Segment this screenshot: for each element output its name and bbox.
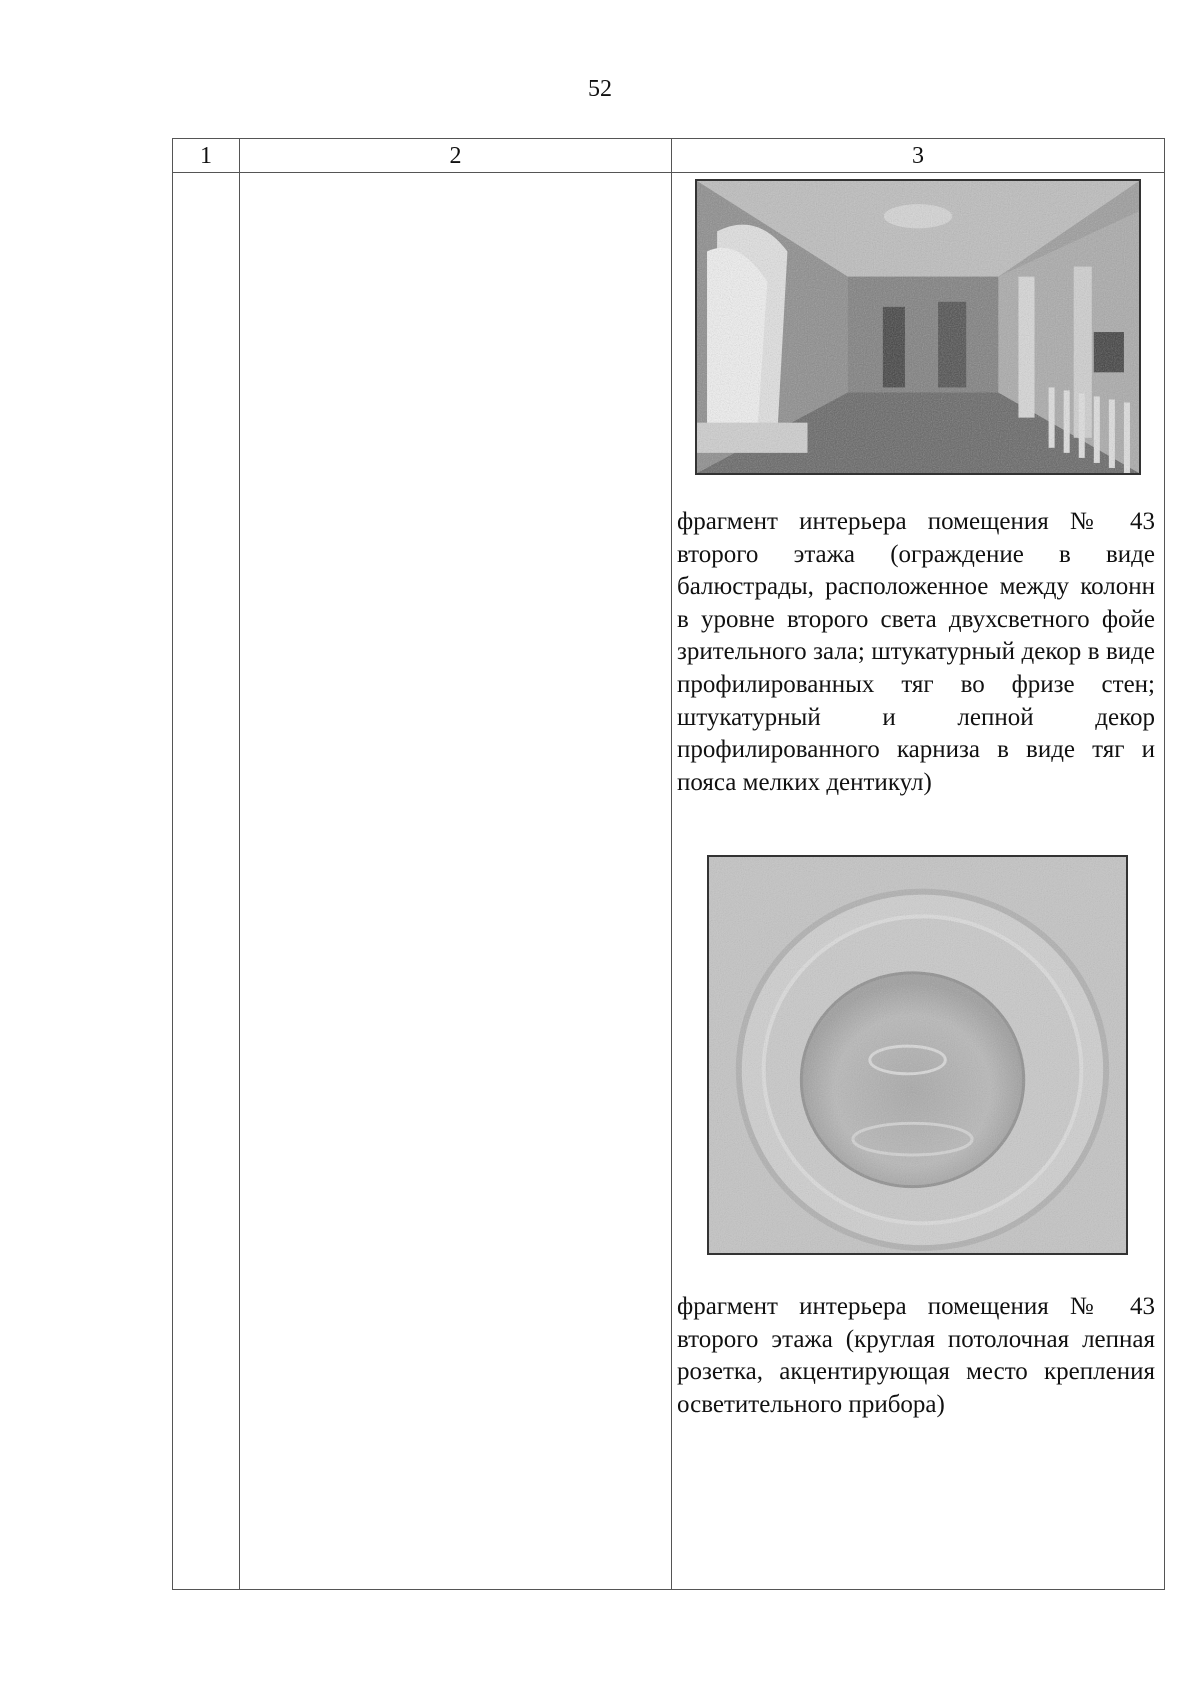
table-row xyxy=(173,173,1165,1590)
document-table xyxy=(172,138,1165,1590)
photo-caption: фрагмент интерьера помещения № 43 второго этажа (круглая потолочная лепная розетка, акцентирующая место крепления осветительного прибора) xyxy=(677,1293,1155,1418)
photo-caption: фрагмент интерьера помещения № 43 второго этажа (ограждение в виде балюстрады, расположенное между колонн в уровне второго света двухсветного фойе зрительного зала; штукатурный декор в виде профилированных тяг во фризе стен; штукатурный и лепной декор профилированного карниза в виде тяг и пояса мелких дентикул) xyxy=(677,508,1155,796)
column-header-1: 1 xyxy=(173,139,240,173)
page-number: 52 xyxy=(588,76,612,102)
cell-col-2 xyxy=(240,173,672,1590)
cell-col-3 xyxy=(672,173,1165,1590)
column-header-3: 3 xyxy=(672,139,1165,173)
column-header-2: 2 xyxy=(240,139,672,173)
cell-col-1 xyxy=(173,173,240,1590)
ceiling-rosette-photo-icon xyxy=(707,855,1128,1255)
table-header-row xyxy=(173,139,1165,173)
interior-photo-icon xyxy=(695,179,1141,475)
